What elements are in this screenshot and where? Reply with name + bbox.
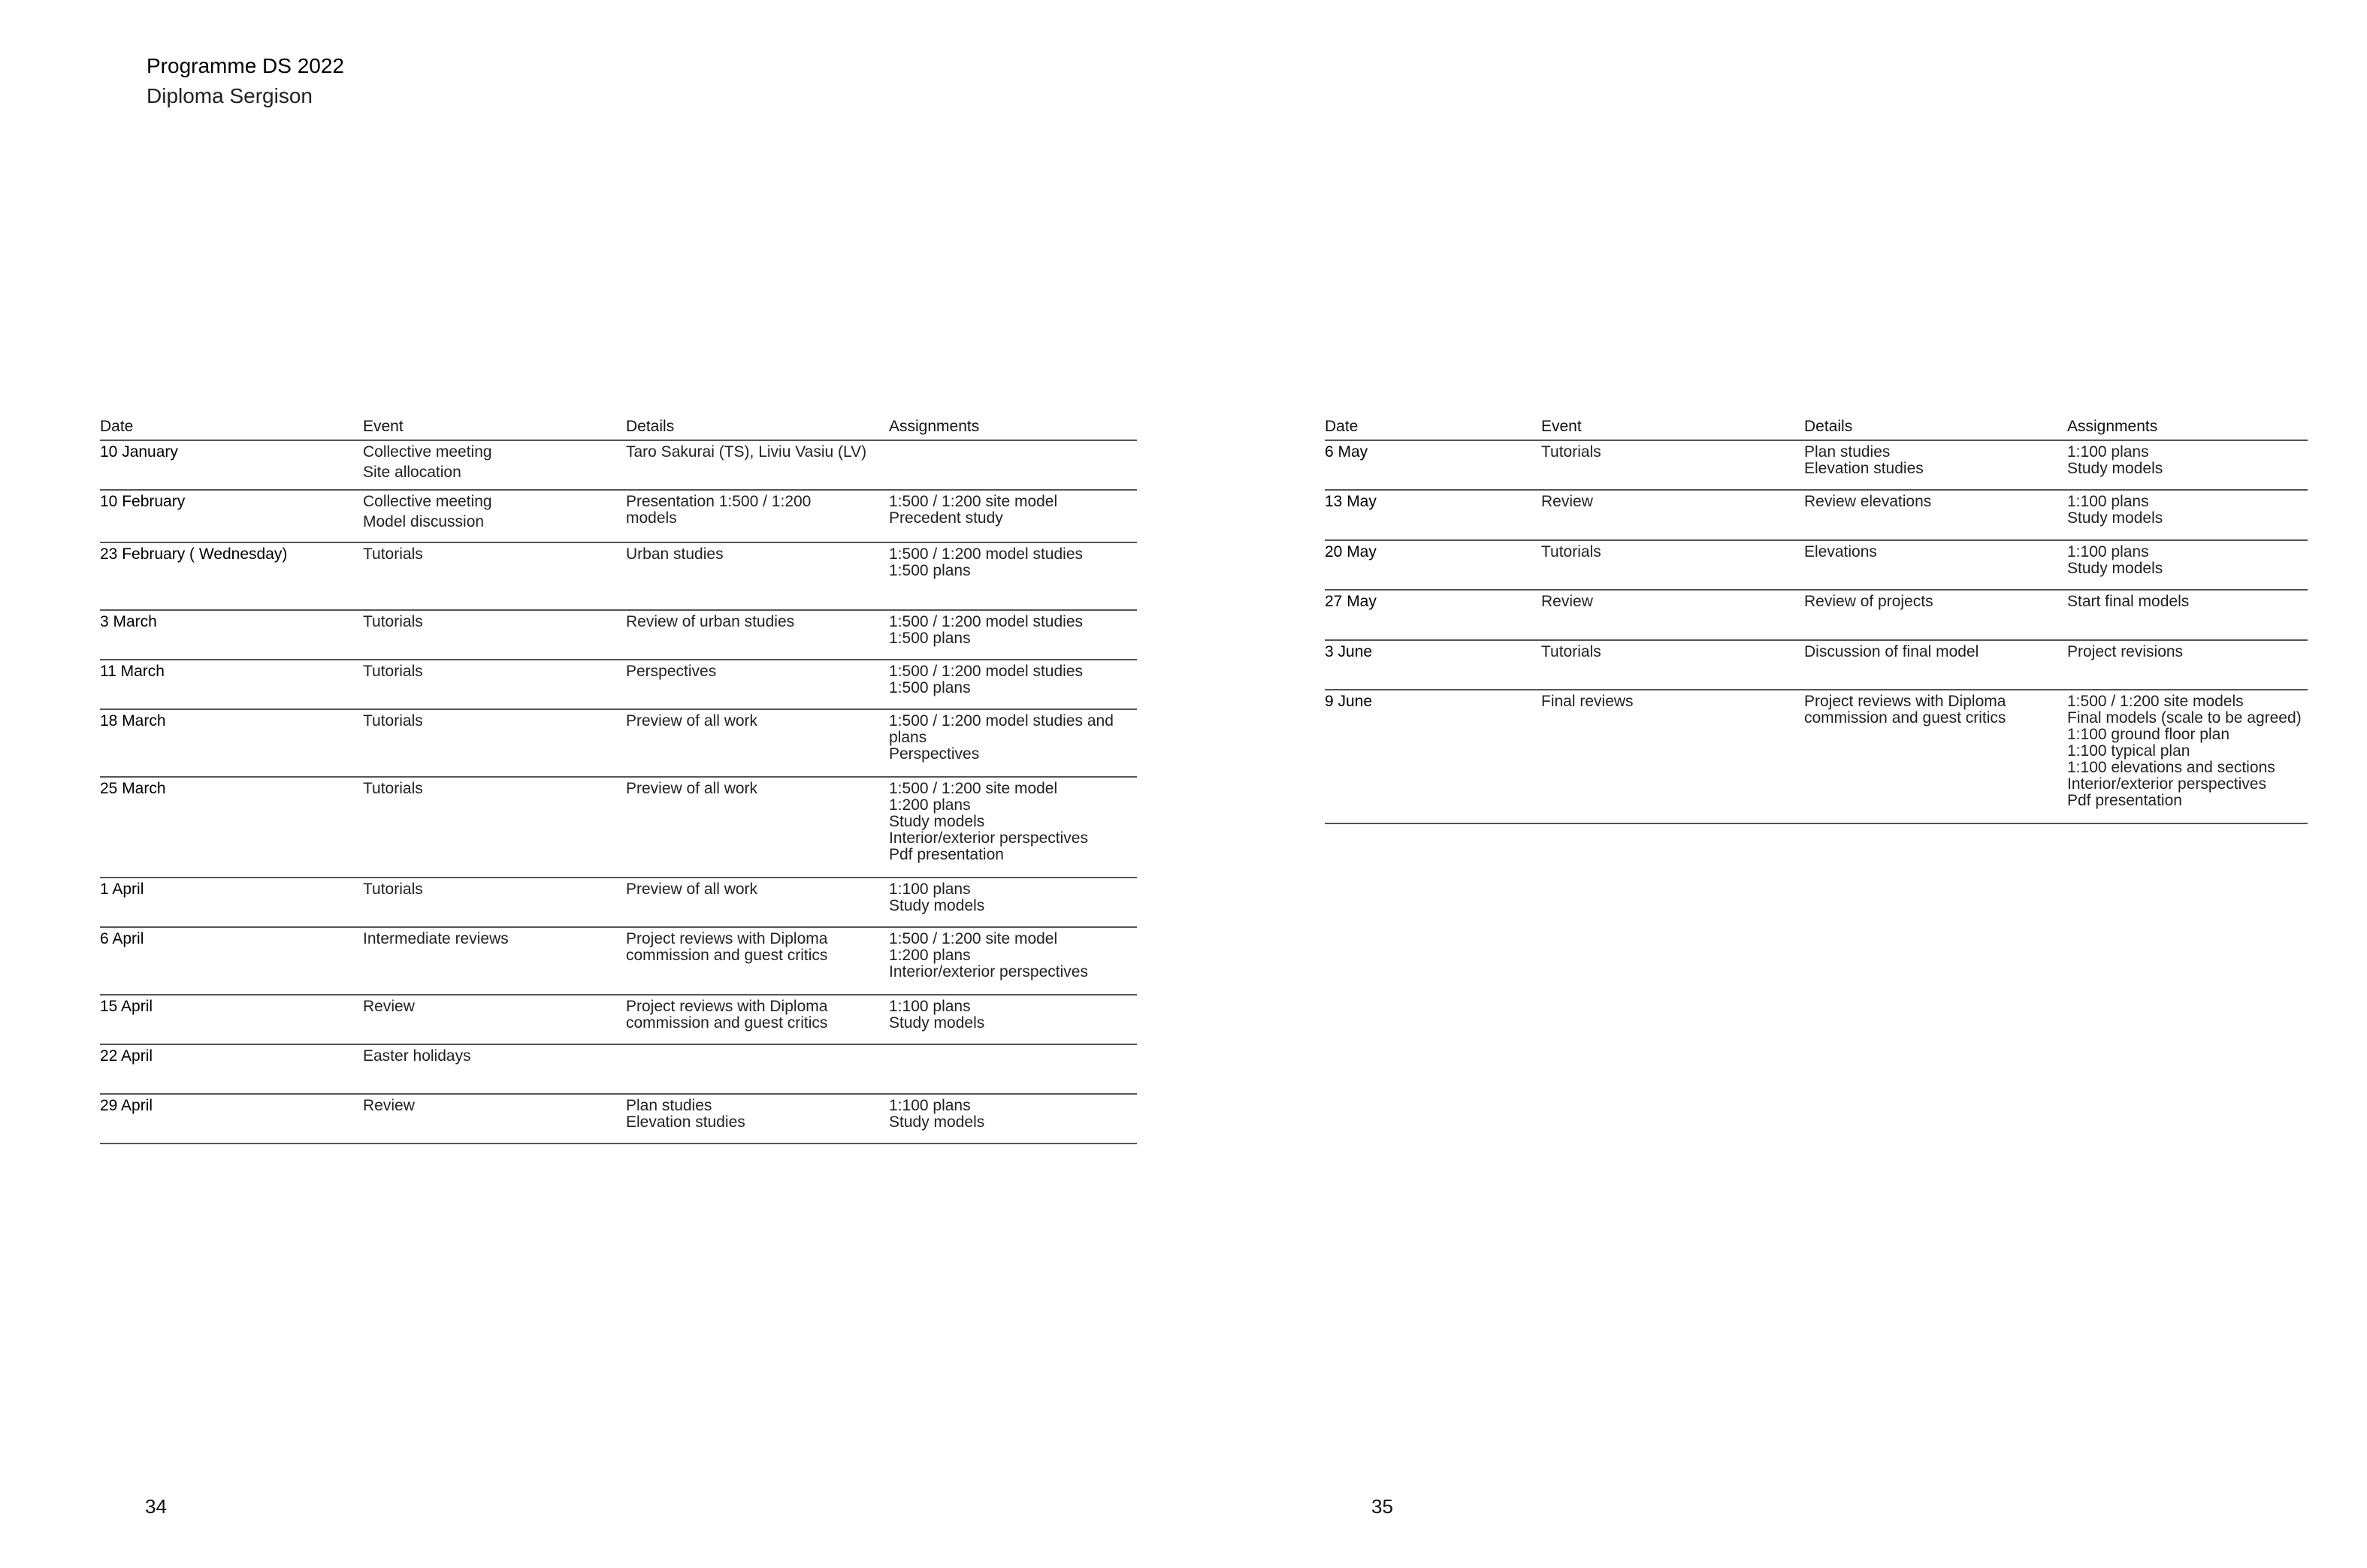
event-cell-line: Tutorials (363, 780, 423, 797)
details-cell (626, 928, 889, 994)
details-cell-line: Elevation studies (1804, 460, 1924, 477)
details-cell-line: commission and guest critics (626, 1014, 828, 1032)
date-cell: 6 April (100, 930, 144, 947)
event-cell (1541, 441, 1804, 489)
details-cell-line: Presentation 1:500 / 1:200 (626, 493, 812, 510)
event-cell (363, 491, 626, 542)
assignments-cell-line: Study models (2067, 460, 2163, 477)
details-cell (626, 543, 889, 609)
assignments-cell-line: 1:500 plans (889, 679, 971, 696)
details-cell (626, 611, 889, 659)
date-cell: 20 May (1325, 543, 1377, 560)
date-cell: 11 March (100, 663, 165, 680)
event-cell-line: Tutorials (1541, 543, 1601, 560)
event-cell-line: Easter holidays (363, 1047, 471, 1065)
date-cell: 25 March (100, 780, 166, 797)
details-cell-line: Project reviews with Diploma (1804, 693, 2006, 710)
document-title: Programme DS 2022 (147, 54, 345, 77)
table-row (100, 543, 1137, 611)
event-cell-line: Collective meeting (363, 493, 492, 510)
document-subtitle: Diploma Sergison (147, 84, 313, 107)
event-cell (1541, 690, 1804, 823)
assignments-cell-line: Study models (2067, 509, 2163, 527)
details-cell (626, 878, 889, 926)
event-cell (363, 660, 626, 708)
column-header: Details (626, 418, 675, 435)
assignments-cell-line: 1:500 / 1:200 model studies (889, 663, 1084, 680)
assignments-cell-line: Perspectives (889, 745, 980, 763)
event-cell-line: Review (363, 1097, 415, 1114)
event-cell (363, 611, 626, 659)
assignments-cell-line: 1:100 plans (889, 1097, 971, 1114)
assignments-cell-line: Study models (2067, 560, 2163, 577)
details-cell (626, 660, 889, 708)
assignments-cell-line: 1:100 ground floor plan (2067, 726, 2229, 743)
assignments-cell (889, 710, 1137, 776)
assignments-cell-line: Study models (889, 897, 985, 914)
event-cell-line: Tutorials (363, 545, 423, 563)
page-header (147, 51, 344, 111)
date-cell: 23 February ( Wednesday) (100, 545, 288, 563)
details-cell-line: Elevation studies (626, 1113, 745, 1131)
assignments-cell-line: Pdf presentation (889, 846, 1004, 863)
event-cell-line: Tutorials (363, 712, 423, 730)
date-cell: 10 January (100, 443, 178, 461)
details-cell (626, 995, 889, 1044)
assignments-cell-line: Precedent study (889, 509, 1003, 527)
details-cell (1804, 641, 2067, 689)
event-cell-line: Site allocation (363, 464, 461, 481)
details-cell-line: models (626, 509, 677, 527)
table-row (100, 710, 1137, 778)
assignments-cell-line: Start final models (2067, 593, 2190, 610)
event-cell (363, 1045, 626, 1093)
table-row (100, 660, 1137, 710)
assignments-cell-line: 1:500 / 1:200 model studies and (889, 712, 1114, 730)
column-header: Event (1541, 418, 1582, 435)
details-cell-line: commission and guest critics (1804, 709, 2006, 727)
assignments-cell-line: 1:200 plans (889, 796, 971, 814)
details-cell-line: Preview of all work (626, 712, 758, 730)
details-cell (1804, 541, 2067, 589)
table-row (1325, 441, 2308, 491)
schedule-table-right (1325, 417, 2308, 824)
column-header: Assignments (889, 418, 980, 435)
column-header: Date (100, 418, 134, 435)
assignments-cell-line: Study models (889, 1014, 985, 1032)
assignments-cell-line: 1:100 plans (889, 881, 971, 898)
schedule-table-left (100, 417, 1137, 1144)
assignments-cell (2067, 541, 2308, 589)
event-cell-line: Collective meeting (363, 443, 492, 461)
table-row (100, 441, 1137, 491)
details-cell-line: Preview of all work (626, 780, 758, 797)
table-row (100, 778, 1137, 878)
event-cell (363, 995, 626, 1044)
date-cell: 9 June (1325, 693, 1373, 710)
assignments-cell (889, 995, 1137, 1044)
details-cell (626, 441, 889, 489)
assignments-cell (889, 611, 1137, 659)
assignments-cell (2067, 591, 2308, 639)
details-cell (626, 1045, 889, 1093)
details-cell (1804, 491, 2067, 539)
column-header: Assignments (2067, 418, 2158, 435)
date-cell: 22 April (100, 1047, 153, 1065)
date-cell: 15 April (100, 998, 153, 1015)
details-cell-line: Project reviews with Diploma (626, 930, 828, 947)
assignments-cell-line: Study models (889, 813, 985, 830)
details-cell-line: Plan studies (626, 1097, 712, 1114)
date-cell: 3 March (100, 613, 157, 630)
event-cell (363, 441, 626, 489)
event-cell (1541, 641, 1804, 689)
assignments-cell (889, 660, 1137, 708)
table-row (1325, 591, 2308, 641)
details-cell (1804, 690, 2067, 823)
assignments-cell-line: 1:100 plans (2067, 543, 2149, 560)
details-cell (626, 710, 889, 776)
event-cell-line: Tutorials (1541, 443, 1601, 461)
assignments-cell (2067, 441, 2308, 489)
assignments-cell (889, 878, 1137, 926)
assignments-cell-line: 1:200 plans (889, 947, 971, 964)
event-cell-line: Model discussion (363, 513, 485, 530)
page-number-right: 35 (1371, 1495, 1393, 1518)
details-cell-line: Preview of all work (626, 881, 758, 898)
assignments-cell-line: Final models (scale to be agreed) (2067, 709, 2302, 727)
table-row (1325, 491, 2308, 541)
assignments-cell (889, 1045, 1137, 1093)
details-cell-line: Perspectives (626, 663, 717, 680)
page-number-left: 34 (145, 1495, 167, 1518)
details-cell (626, 491, 889, 542)
table-row (100, 995, 1137, 1045)
event-cell-line: Tutorials (363, 881, 423, 898)
details-cell-line: Review of urban studies (626, 613, 795, 630)
assignments-cell (889, 491, 1137, 542)
event-cell-line: Tutorials (363, 663, 423, 680)
date-cell: 18 March (100, 712, 166, 730)
assignments-cell-line: Interior/exterior perspectives (2067, 775, 2266, 793)
table-header-row (100, 417, 1137, 441)
event-cell-line: Intermediate reviews (363, 930, 509, 947)
assignments-cell-line: 1:100 plans (2067, 493, 2149, 510)
assignments-cell-line: 1:500 / 1:200 model studies (889, 613, 1084, 630)
date-cell: 27 May (1325, 593, 1377, 610)
assignments-cell-line: plans (889, 729, 927, 746)
assignments-cell-line: 1:500 / 1:200 site model (889, 493, 1058, 510)
date-cell: 13 May (1325, 493, 1377, 510)
event-cell (363, 878, 626, 926)
date-cell: 29 April (100, 1097, 153, 1114)
assignments-cell (889, 441, 1137, 489)
table-row (100, 1095, 1137, 1144)
event-cell-line: Tutorials (363, 613, 423, 630)
event-cell-line: Final reviews (1541, 693, 1634, 710)
event-cell (1541, 591, 1804, 639)
event-cell-line: Review (1541, 593, 1593, 610)
details-cell-line: Plan studies (1804, 443, 1891, 461)
assignments-cell-line: Pdf presentation (2067, 792, 2182, 809)
column-header: Details (1804, 418, 1853, 435)
assignments-cell-line: 1:500 / 1:200 site models (2067, 693, 2244, 710)
details-cell (626, 778, 889, 877)
table-row (100, 611, 1137, 660)
table-row (100, 928, 1137, 995)
event-cell-line: Review (1541, 493, 1593, 510)
assignments-cell (2067, 641, 2308, 689)
event-cell (1541, 491, 1804, 539)
event-cell (363, 928, 626, 994)
assignments-cell (889, 778, 1137, 877)
assignments-cell-line: 1:500 / 1:200 site model (889, 930, 1058, 947)
table-row (100, 878, 1137, 928)
assignments-cell-line: 1:500 plans (889, 562, 971, 579)
assignments-cell-line: 1:100 elevations and sections (2067, 759, 2275, 776)
details-cell-line: Review of projects (1804, 593, 1933, 610)
assignments-cell (2067, 491, 2308, 539)
details-cell (1804, 441, 2067, 489)
event-cell-line: Review (363, 998, 415, 1015)
date-cell: 1 April (100, 881, 144, 898)
assignments-cell-line: 1:500 plans (889, 630, 971, 647)
column-header: Date (1325, 418, 1359, 435)
event-cell (1541, 541, 1804, 589)
table-row (1325, 541, 2308, 591)
assignments-cell (889, 928, 1137, 994)
date-cell: 3 June (1325, 643, 1373, 660)
assignments-cell-line: Interior/exterior perspectives (889, 963, 1088, 980)
assignments-cell-line: Study models (889, 1113, 985, 1131)
assignments-cell (889, 1095, 1137, 1143)
event-cell (363, 778, 626, 877)
event-cell (363, 1095, 626, 1143)
column-header: Event (363, 418, 404, 435)
details-cell-line: Taro Sakurai (TS), Liviu Vasiu (LV) (626, 443, 867, 461)
table-row (1325, 690, 2308, 824)
table-header-row (1325, 417, 2308, 441)
date-cell: 6 May (1325, 443, 1368, 461)
assignments-cell-line: 1:100 plans (889, 998, 971, 1015)
details-cell (626, 1095, 889, 1143)
event-cell (363, 710, 626, 776)
table-row (100, 1045, 1137, 1095)
details-cell (1804, 591, 2067, 639)
details-cell-line: Urban studies (626, 545, 724, 563)
assignments-cell (889, 543, 1137, 609)
details-cell-line: Review elevations (1804, 493, 1932, 510)
table-row (100, 491, 1137, 543)
details-cell-line: commission and guest critics (626, 947, 828, 964)
details-cell-line: Project reviews with Diploma (626, 998, 828, 1015)
assignments-cell-line: Interior/exterior perspectives (889, 829, 1088, 847)
details-cell-line: Elevations (1804, 543, 1877, 560)
assignments-cell-line: 1:500 / 1:200 model studies (889, 545, 1084, 563)
table-row (1325, 641, 2308, 690)
assignments-cell-line: 1:500 / 1:200 site model (889, 780, 1058, 797)
date-cell: 10 February (100, 493, 186, 510)
event-cell (363, 543, 626, 609)
assignments-cell (2067, 690, 2308, 823)
event-cell-line: Tutorials (1541, 643, 1601, 660)
assignments-cell-line: 1:100 plans (2067, 443, 2149, 461)
assignments-cell-line: Project revisions (2067, 643, 2184, 660)
details-cell-line: Discussion of final model (1804, 643, 1979, 660)
assignments-cell-line: 1:100 typical plan (2067, 742, 2190, 760)
